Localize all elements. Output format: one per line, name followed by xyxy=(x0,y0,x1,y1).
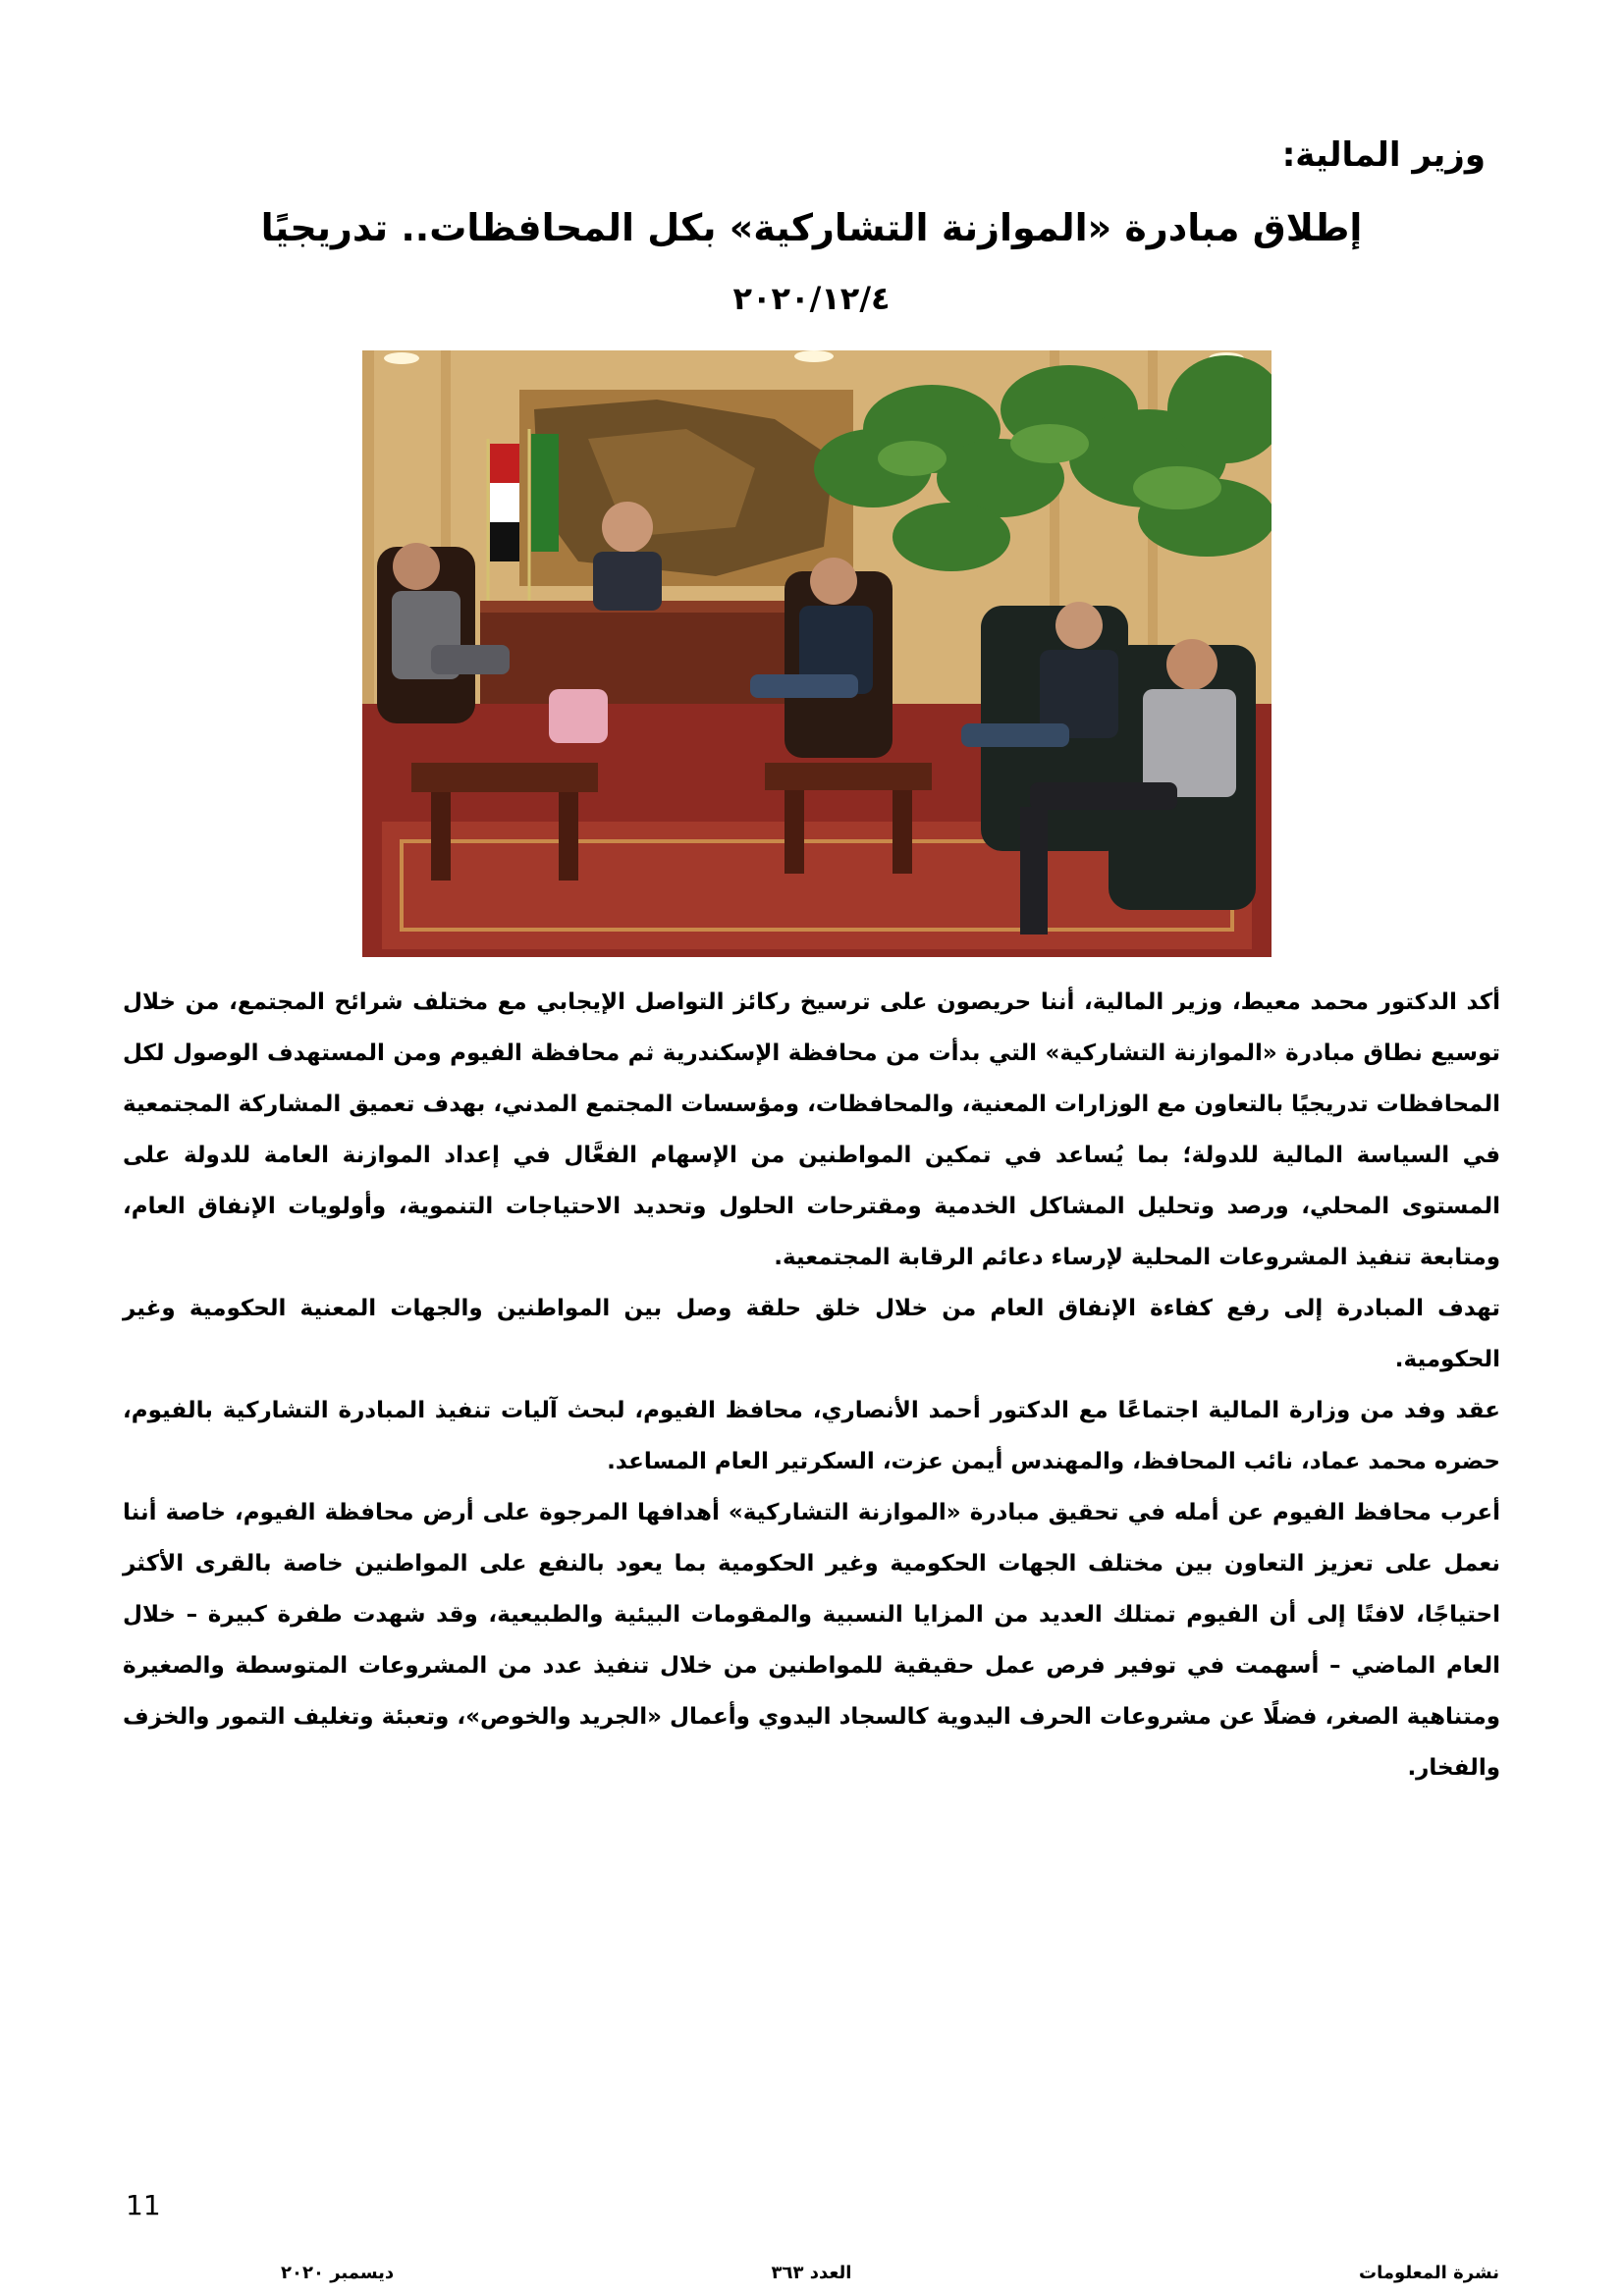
meeting-photo-illustration xyxy=(362,350,1271,957)
footer-issue: العدد ٣٦٣ xyxy=(771,2263,852,2283)
meeting-photo xyxy=(362,350,1271,957)
article-paragraph: أعرب محافظ الفيوم عن أمله في تحقيق مبادرة «الموازنة التشاركية» أهدافها المرجوة على أرض محافظة الفيوم، خاصة أننا نعمل على تعزيز التعاون بين مختلف الجهات الحكومية وغير الحكومية بما يعود بالنفع على المواطنين خاصة بالقرى الأكثر احتياجًا، لافتًا إلى أن الفيوم تمتلك العديد من المزايا النسبية والمقومات البيئية والطبيعية، وقد شهدت طفرة كبيرة – خلال العام الماضي – أسهمت في توفير فرص عمل حقيقية للمواطنين من خلال تنفيذ عدد من المشروعات المتوسطة والصغيرة ومتناهية الصغر، فضلًا عن مشروعات الحرف اليدوية كالسجاد اليدوي وأعمال «الجريد والخوص»، وتعبئة وتغليف التمور والخزف والفخار. xyxy=(123,1500,1500,1781)
article-headline: إطلاق مبادرة «الموازنة التشاركية» بكل المحافظات.. تدريجيًا xyxy=(260,206,1363,249)
footer-publication: نشرة المعلومات xyxy=(1359,2263,1499,2283)
page-number: 11 xyxy=(126,2189,161,2221)
article-kicker: وزير المالية: xyxy=(1281,135,1486,175)
article-body xyxy=(123,977,1500,1793)
article-paragraph: أكد الدكتور محمد معيط، وزير المالية، أننا حريصون على ترسيخ ركائز التواصل الإيجابي مع مختلف شرائح المجتمع، من خلال توسيع نطاق مبادرة «الموازنة التشاركية» التي بدأت من محافظة الإسكندرية ثم محافظة الفيوم ومن المستهدف الوصول لكل المحافظات تدريجيًا بالتعاون مع الوزارات المعنية، والمحافظات، ومؤسسات المجتمع المدني، بهدف تعميق المشاركة المجتمعية في السياسة المالية للدولة؛ بما يُساعد في تمكين المواطنين من الإسهام الفعَّال في إعداد الموازنة العامة للدولة على المستوى المحلي، ورصد وتحليل المشاكل الخدمية ومقترحات الحلول وتحديد الاحتياجات التنموية، وأولويات الإنفاق العام، ومتابعة تنفيذ المشروعات المحلية لإرساء دعائم الرقابة المجتمعية. xyxy=(123,989,1500,1270)
article-paragraph: تهدف المبادرة إلى رفع كفاءة الإنفاق العام من خلال خلق حلقة وصل بين المواطنين والجهات المعنية الحكومية وغير الحكومية. xyxy=(123,1296,1500,1372)
footer-month: ديسمبر ٢٠٢٠ xyxy=(281,2263,395,2283)
article-paragraph: عقد وفد من وزارة المالية اجتماعًا مع الدكتور أحمد الأنصاري، محافظ الفيوم، لبحث آليات تنفيذ المبادرة التشاركية بالفيوم، حضره محمد عماد، نائب المحافظ، والمهندس أيمن عزت، السكرتير العام المساعد. xyxy=(123,1398,1500,1474)
article-date: ٢٠٢٠/١٢/٤ xyxy=(732,280,891,317)
